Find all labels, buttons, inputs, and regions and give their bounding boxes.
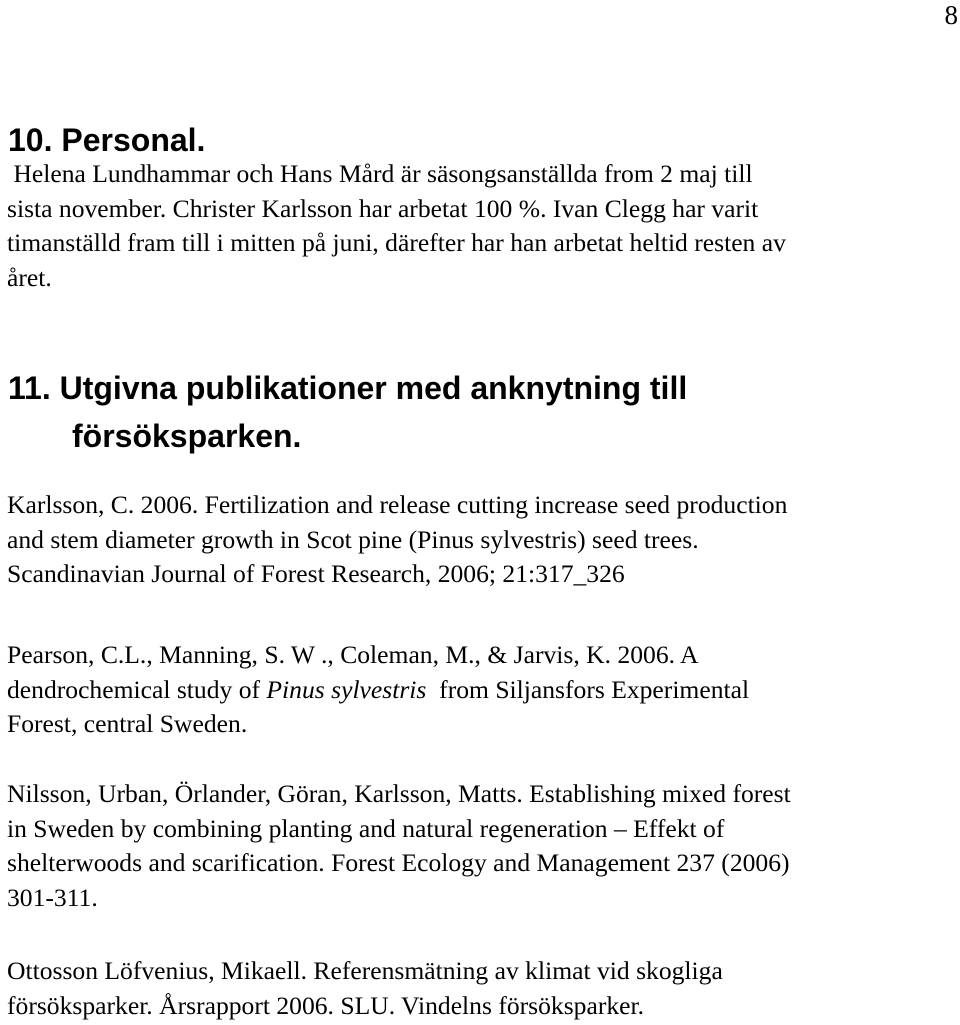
section-heading-publications <box>8 364 687 460</box>
paragraph-line: sista november. Christer Karlsson har arbetat 100 %. Ivan Clegg har varit <box>7 193 759 223</box>
section-number: 10. <box>8 122 53 158</box>
reference-line: shelterwoods and scarification. Forest Ecology and Management 237 (2006) <box>7 848 790 877</box>
section-title: Personal. <box>61 122 206 158</box>
reference-line: 301-311. <box>7 882 98 912</box>
section-title-line2: försöksparken. <box>72 418 302 454</box>
paragraph-line: Helena Lundhammar och Hans Mård är säsongsanställda from 2 maj till <box>7 159 753 188</box>
reference-line: Pearson, C.L., Manning, S. W ., Coleman, M., & Jarvis, K. 2006. A <box>7 640 699 669</box>
reference-karlsson <box>7 488 959 592</box>
paragraph-line: året. <box>7 262 52 292</box>
reference-line: Forest, central Sweden. <box>7 709 248 738</box>
reference-line: Karlsson, C. 2006. Fertilization and release cutting increase seed production <box>7 490 788 519</box>
reference-line: Scandinavian Journal of Forest Research, 2006; 21:317_326 <box>7 559 625 588</box>
reference-line <box>7 673 959 708</box>
reference-line: Nilsson, Urban, Örlander, Göran, Karlsson, Matts. Establishing mixed forest <box>7 779 791 808</box>
paragraph-line: timanställd fram till i mitten på juni, därefter har han arbetat heltid resten av <box>7 228 786 257</box>
reference-ottosson <box>7 954 959 1023</box>
reference-text: dendrochemical study of <box>7 674 267 704</box>
reference-nilsson <box>7 777 959 915</box>
reference-line: Ottosson Löfvenius, Mikaell. Referensmätning av klimat vid skogliga <box>7 956 723 985</box>
reference-line: and stem diameter growth in Scot pine (Pinus sylvestris) seed trees. <box>7 524 699 554</box>
species-name-italic: Pinus sylvestris <box>266 674 427 704</box>
reference-pearson <box>7 638 959 742</box>
section-title-line1: Utgivna publikationer med anknytning till <box>59 370 688 406</box>
personal-paragraph <box>7 157 959 295</box>
reference-line: försöksparker. Årsrapport 2006. SLU. Vindelns försöksparker. <box>7 990 645 1020</box>
reference-text: from Siljansfors Experimental <box>426 674 750 704</box>
reference-line: in Sweden by combining planting and natural regeneration – Effekt of <box>7 813 725 843</box>
section-number: 11. <box>8 370 51 406</box>
page-number: 8 <box>944 0 958 30</box>
